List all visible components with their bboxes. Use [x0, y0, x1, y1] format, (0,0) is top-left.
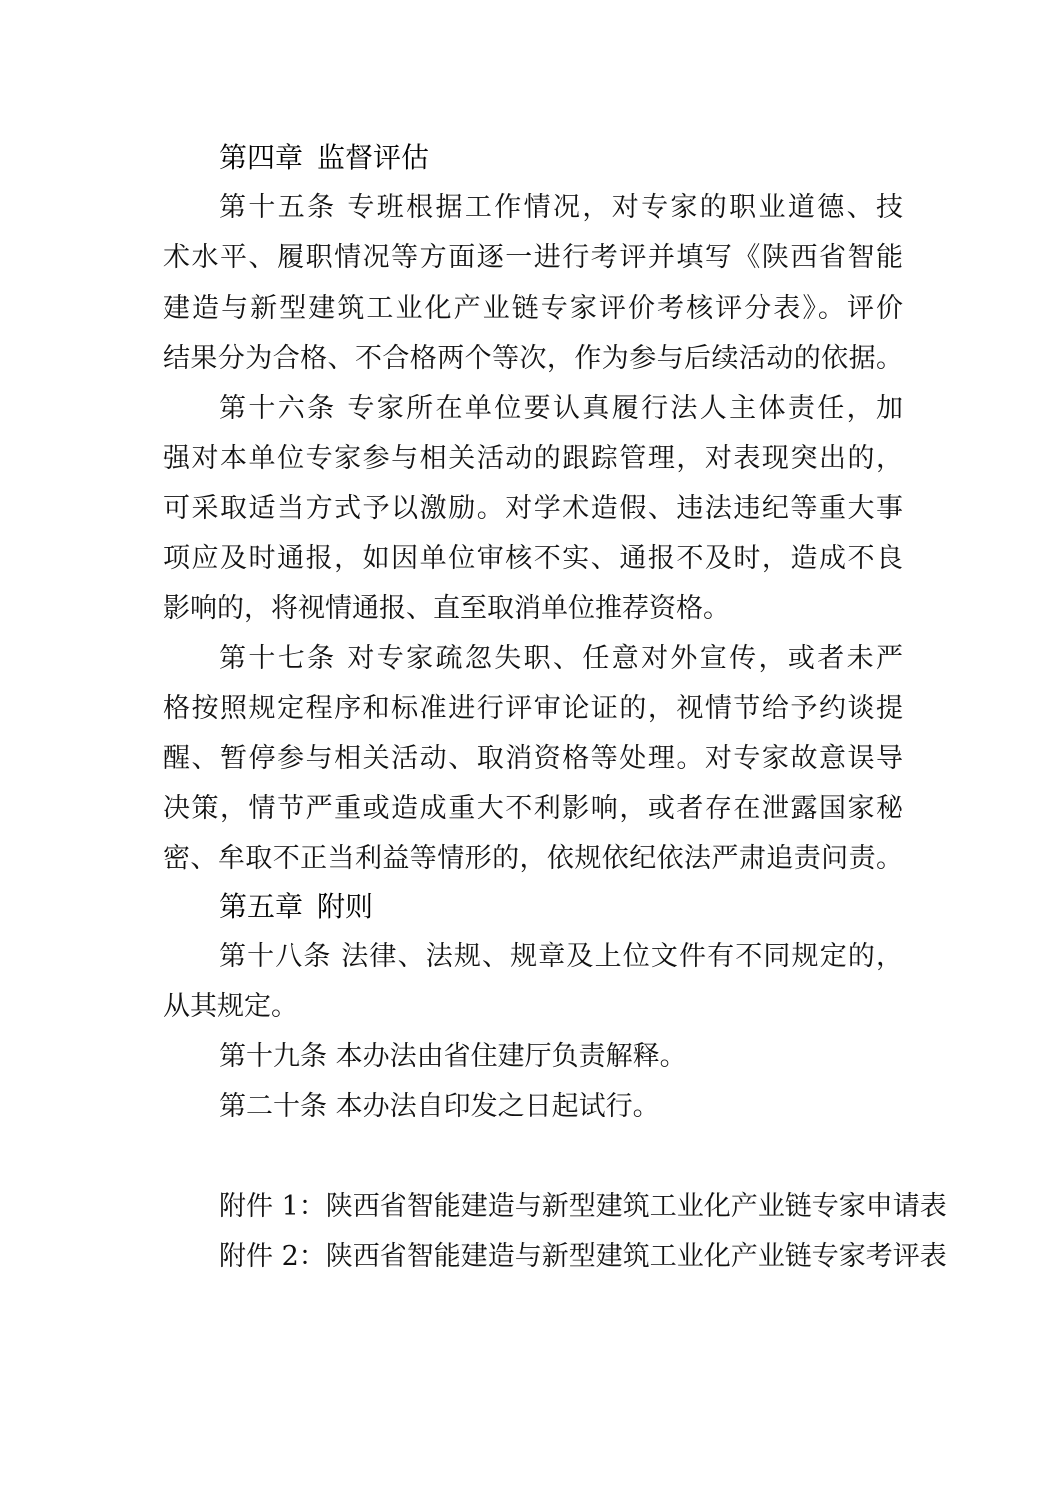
chapter-4-heading	[219, 133, 429, 183]
article-16-line-4: 项应及时通报，如因单位审核不实、通报不及时，造成不良	[163, 543, 903, 574]
article-19-line-1: 第十九条 本办法由省住建厅负责解释。	[219, 1041, 687, 1072]
chapter-number: 第五章	[219, 890, 304, 923]
article-17-line-5: 密、牟取不正当利益等情形的，依规依纪依法严肃追责问责。	[163, 843, 903, 874]
attachment-1: 附件 1：陕西省智能建造与新型建筑工业化产业链专家申请表	[219, 1191, 947, 1222]
chapter-title: 附则	[317, 890, 374, 923]
article-16-line-5: 影响的，将视情通报、直至取消单位推荐资格。	[163, 593, 730, 624]
article-17-line-4: 决策，情节严重或造成重大不利影响，或者存在泄露国家秘	[163, 793, 903, 824]
article-15-line-4: 结果分为合格、不合格两个等次，作为参与后续活动的依据。	[163, 343, 903, 374]
article-16-line-1: 第十六条 专家所在单位要认真履行法人主体责任，加	[219, 393, 903, 424]
chapter-5-heading	[219, 882, 373, 932]
chapter-title: 监督评估	[317, 141, 430, 174]
article-18-line-2: 从其规定。	[163, 991, 298, 1022]
article-17-line-2: 格按照规定程序和标准进行评审论证的，视情节给予约谈提	[163, 693, 903, 724]
article-15-line-2: 术水平、履职情况等方面逐一进行考评并填写《陕西省智能	[163, 242, 903, 273]
article-15-line-3: 建造与新型建筑工业化产业链专家评价考核评分表》。评价	[163, 293, 903, 324]
attachment-2: 附件 2：陕西省智能建造与新型建筑工业化产业链专家考评表	[219, 1241, 947, 1272]
article-18-line-1: 第十八条 法律、法规、规章及上位文件有不同规定的，	[219, 941, 903, 972]
article-16-line-3: 可采取适当方式予以激励。对学术造假、违法违纪等重大事	[163, 493, 903, 524]
chapter-number: 第四章	[219, 141, 304, 174]
article-17-line-3: 醒、暂停参与相关活动、取消资格等处理。对专家故意误导	[163, 743, 903, 774]
article-16-line-2: 强对本单位专家参与相关活动的跟踪管理，对表现突出的，	[163, 443, 903, 474]
article-20-line-1: 第二十条 本办法自印发之日起试行。	[219, 1091, 660, 1122]
article-15-line-1: 第十五条 专班根据工作情况，对专家的职业道德、技	[219, 192, 903, 223]
article-17-line-1: 第十七条 对专家疏忽失职、任意对外宣传，或者未严	[219, 643, 903, 674]
